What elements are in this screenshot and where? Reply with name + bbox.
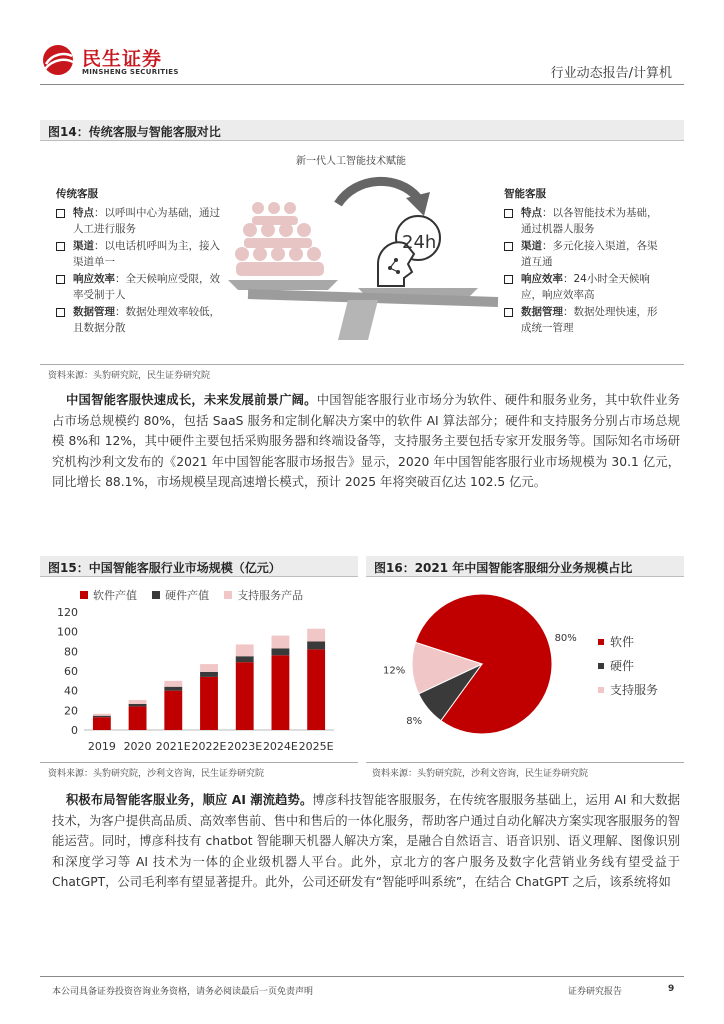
legend-swatch <box>224 591 232 599</box>
y-tick-label: 80 <box>64 645 78 659</box>
smart-heading: 智能客服 <box>504 188 546 200</box>
pie-legend-label: 硬件 <box>610 659 635 673</box>
paragraph-ai-layout <box>52 790 680 893</box>
legend-item <box>152 587 209 603</box>
item-desc: ：以呼叫中心为基础，通过人工进行服务 <box>73 206 220 235</box>
curved-arrow-icon <box>338 181 418 204</box>
figure15-source: 资料来源：头豹研究院，沙利文咨询，民生证券研究院 <box>48 769 265 779</box>
bar-segment <box>236 644 254 656</box>
figure16-source-divider <box>366 762 684 763</box>
bar-segment <box>164 691 182 730</box>
bar-segment <box>272 655 290 730</box>
bar-segment <box>164 687 182 691</box>
checkbox-icon <box>504 308 513 317</box>
paragraph-body: 中国智能客服行业市场分为软件、硬件和服务业务，其中软件业务占市场总规模约 80%，包括 SaaS 服务和定制化解决方案中的软件 AI 算法部分；硬件和支持服务分别占市场总规模 8%和 12%，其中硬件主要包括采购服务器和终端设备等，支持服务主要包括专家开发服务等。国际知名市场研究机构沙利文发布的《2021 年中国智能客服市场报告》显示，2020 年中国智能客服行业市场规模为 30.1 亿元，同比增长 88.1%，市场规模呈现高速增长模式，预计 2025 年将突破百亿达 102.5 亿元。 <box>52 393 680 489</box>
checkbox-icon <box>504 209 513 218</box>
bar-segment <box>307 642 325 650</box>
item-term: 渠道 <box>521 239 542 252</box>
item-term: 特点 <box>73 206 94 219</box>
item-term: 响应效率 <box>521 272 563 285</box>
bar-segment <box>307 629 325 642</box>
figure14-source-divider <box>40 364 684 365</box>
bar-segment <box>236 662 254 730</box>
bar-segment <box>272 648 290 655</box>
bar-segment <box>93 716 111 717</box>
people-group-icon <box>235 202 324 276</box>
pie-legend-swatch <box>598 639 604 645</box>
item-desc: ：24小时全天候响应，响应效率高 <box>521 272 650 301</box>
legend-swatch <box>152 591 160 599</box>
paragraph-body: 博彦科技智能客服服务，在传统客服服务基础上，运用 AI 和大数据技术，为客户提供高品质、高效率售前、售中和售后的一体化服务，帮助客户通过自动化解决方案实现客服服务的智能运营。同时，博彦科技有 chatbot 智能聊天机器人解决方案，是融合自然语言、语音识别、语义理解、图像识别和深度学习等 AI 技术为一体的企业级机器人平台。此外，京北方的客户服务及数字化营销业务线有望受益于 ChatGPT，公司毛利率有望显著提升。此外，公司还研发有“智能呼叫系统”，在结合 ChatGPT 之后，该系统将如 <box>52 793 681 889</box>
paragraph-lead: 中国智能客服快速成长，未来发展前景广阔。 <box>66 393 317 407</box>
checkbox-icon <box>504 242 513 251</box>
traditional-item <box>56 238 226 271</box>
item-desc: ：以电话机呼叫为主，接入渠道单一 <box>73 239 220 268</box>
bar-segment <box>200 672 218 677</box>
bar-segment <box>164 681 182 687</box>
bar-segment <box>129 706 147 730</box>
badge-24h-text: 24h <box>402 232 437 253</box>
figure14-center-label: 新一代人工智能技术赋能 <box>296 156 406 167</box>
checkbox-icon <box>56 275 65 284</box>
legend-label: 支持服务产品 <box>237 589 304 602</box>
legend-item <box>80 587 137 603</box>
figure15-title: 图15：中国智能客服行业市场规模（亿元） <box>48 561 281 575</box>
smart-item <box>504 271 664 304</box>
figure16-title-bar <box>366 556 684 577</box>
bar-segment <box>129 704 147 706</box>
brand-logo-icon <box>40 44 76 76</box>
item-desc: ：多元化接入渠道，各渠道互通 <box>521 239 658 268</box>
traditional-service-panel <box>56 186 226 337</box>
item-desc: ：数据处理效率较低，且数据分散 <box>73 305 220 334</box>
figure14-title: 图14：传统客服与智能客服对比 <box>48 125 221 139</box>
scale-base <box>338 300 378 340</box>
item-desc: ：以各智能技术为基础，通过机器人服务 <box>521 206 658 235</box>
bar-segment <box>200 677 218 730</box>
bar-segment <box>307 649 325 730</box>
checkbox-icon <box>504 275 513 284</box>
pie-legend-swatch <box>598 687 604 693</box>
x-tick-label: 2024E <box>262 740 298 753</box>
item-term: 渠道 <box>73 239 94 252</box>
bar-segment <box>93 714 111 716</box>
pie-legend-label: 支持服务 <box>610 683 659 697</box>
footer-disclaimer: 本公司具备证券投资咨询业务资格，请务必阅读最后一页免责声明 <box>52 987 314 997</box>
legend-label: 软件产值 <box>93 589 137 602</box>
figure16-title: 图16：2021 年中国智能客服细分业务规模占比 <box>374 561 633 575</box>
checkbox-icon <box>56 308 65 317</box>
x-tick-label: 2019 <box>87 740 116 753</box>
checkbox-icon <box>56 242 65 251</box>
checkbox-icon <box>56 209 65 218</box>
item-term: 数据管理 <box>73 305 115 318</box>
footer-label: 证券研究报告 <box>568 987 623 997</box>
paragraph-market-growth <box>52 390 680 493</box>
smart-item <box>504 205 664 238</box>
bar-segment <box>200 664 218 672</box>
pie-legend-label: 软件 <box>610 635 635 649</box>
x-tick-label: 2023E <box>227 740 263 753</box>
brand-name-cn: 民生证券 <box>82 48 163 70</box>
smart-item <box>504 238 664 271</box>
brand-name-en: MINSHENG SECURITIES <box>82 68 179 76</box>
traditional-item <box>56 205 226 238</box>
balance-scale-illustration <box>228 168 504 344</box>
x-tick-label: 2020 <box>123 740 152 753</box>
figure15-title-bar <box>40 556 358 577</box>
legend-swatch <box>80 591 88 599</box>
smart-item <box>504 304 664 337</box>
bar-segment <box>93 717 111 730</box>
page-number: 9 <box>668 984 675 994</box>
pie-legend-swatch <box>598 663 604 669</box>
y-tick-label: 100 <box>57 625 78 639</box>
traditional-item <box>56 304 226 337</box>
y-tick-label: 60 <box>64 665 78 678</box>
pie-value-label: 80% <box>554 632 577 644</box>
business-share-pie-chart <box>366 580 684 760</box>
bar-segment <box>129 700 147 704</box>
item-term: 数据管理 <box>521 305 563 318</box>
x-tick-label: 2025E <box>298 740 334 753</box>
bar-segment <box>236 656 254 662</box>
pie-value-label: 12% <box>383 665 406 677</box>
market-size-bar-chart <box>44 604 344 756</box>
y-tick-label: 0 <box>71 724 78 737</box>
item-term: 特点 <box>521 206 542 219</box>
y-tick-label: 20 <box>64 704 78 718</box>
figure15-legend <box>80 584 313 603</box>
item-desc: ：全天候响应受限，效率受制于人 <box>73 272 220 301</box>
header-divider <box>40 84 684 85</box>
smart-service-panel <box>504 186 664 337</box>
y-tick-label: 120 <box>57 606 78 619</box>
pie-value-label: 8% <box>406 716 423 728</box>
x-tick-label: 2022E <box>191 740 227 753</box>
footer-divider <box>40 976 684 977</box>
report-type: 行业动态报告/计算机 <box>550 66 672 81</box>
item-term: 响应效率 <box>73 272 115 285</box>
figure16-source: 资料来源：头豹研究院，沙利文咨询，民生证券研究院 <box>372 769 589 779</box>
figure15-source-divider <box>40 762 358 763</box>
left-scale-pan <box>228 280 338 290</box>
traditional-heading: 传统客服 <box>56 188 98 200</box>
paragraph-lead: 积极布局智能客服业务，顺应 AI 潮流趋势。 <box>66 793 313 807</box>
bar-segment <box>272 636 290 649</box>
legend-label: 硬件产值 <box>165 589 210 602</box>
figure14-title-bar <box>40 120 684 141</box>
x-tick-label: 2021E <box>155 740 191 753</box>
item-desc: ：数据处理快速，形成统一管理 <box>521 305 658 334</box>
traditional-item <box>56 271 226 304</box>
y-tick-label: 40 <box>64 684 78 698</box>
figure14-source: 资料来源：头豹研究院，民生证券研究院 <box>48 371 211 381</box>
legend-item <box>224 587 303 603</box>
